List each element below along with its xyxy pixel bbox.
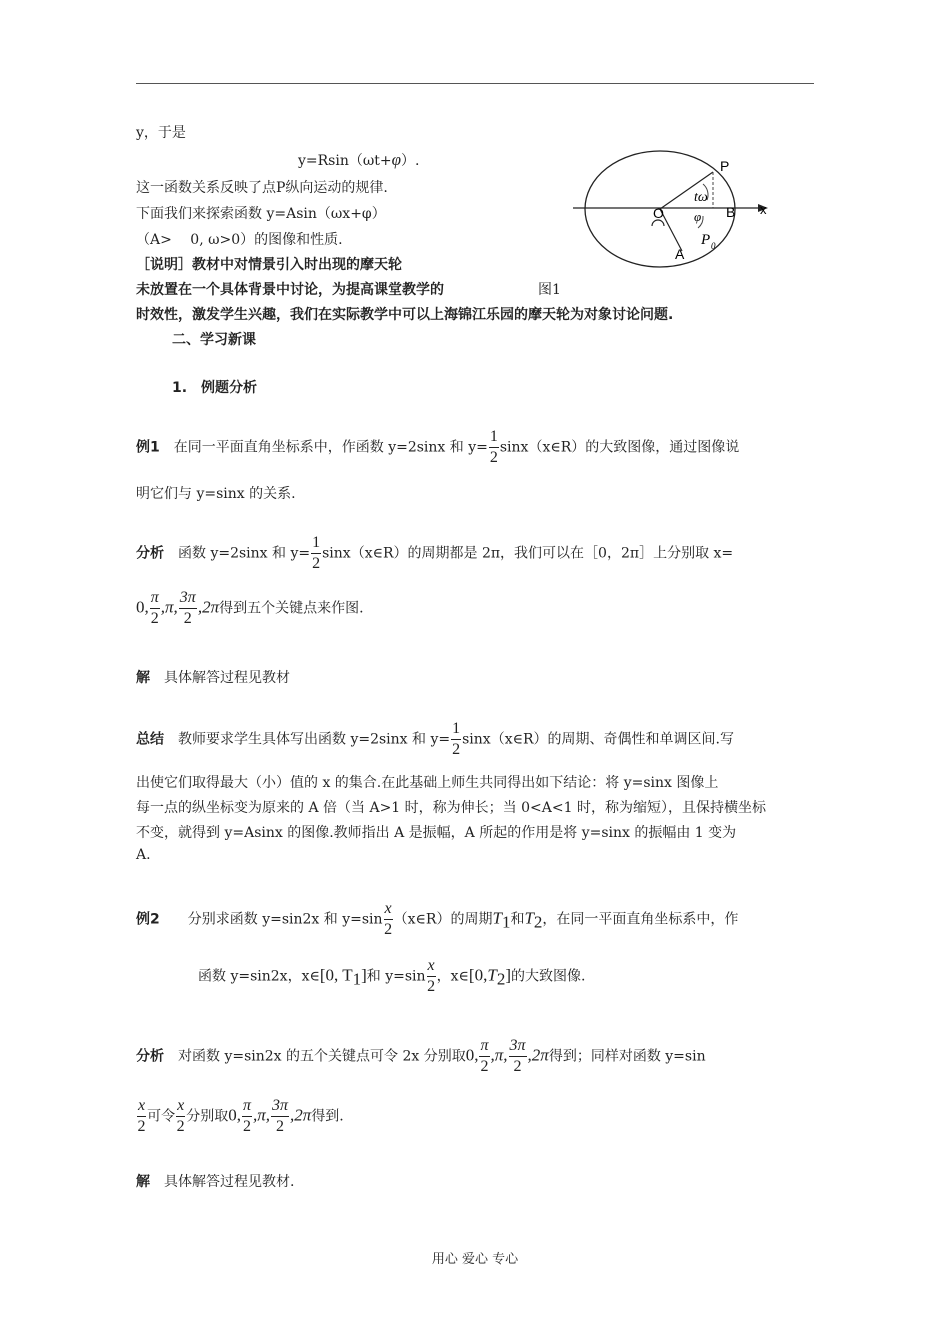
- a2-frac-x2b: [176, 1096, 185, 1137]
- a2b-key-2pi: ,2π: [290, 1105, 312, 1125]
- label-tw: tω: [694, 190, 708, 205]
- note-line2: 未放置在一个具体背景中讨论，为提高课堂教学的: [136, 282, 444, 298]
- a2b-key-zero: 0,: [228, 1105, 241, 1125]
- intro-formula-end: ）.: [401, 153, 420, 169]
- summary-frac-num: 1: [451, 719, 461, 740]
- ferris-wheel-figure: [570, 150, 780, 275]
- analysis1-text-c: 得到五个关键点来作图.: [219, 600, 364, 617]
- ex2-line2: [198, 956, 585, 997]
- intro-line3: 下面我们来探索函数 y=Asin（ωx+φ）: [136, 206, 386, 222]
- ex2-frac-num: x: [384, 899, 393, 920]
- summary-text-b: sinx（x∈R）的周期、奇偶性和单调区间.写: [462, 731, 734, 748]
- ex1-line2: 明它们与 y=sinx 的关系.: [136, 486, 296, 502]
- intro-line4: （A> 0, ω>0）的图像和性质.: [136, 232, 343, 248]
- ex2-t2-sub: 2: [533, 912, 543, 932]
- label-p: P: [720, 158, 730, 174]
- ex2-line2-frac-den: 2: [427, 978, 436, 995]
- a2-3pi2-num: 3π: [509, 1036, 527, 1057]
- a2b-frac-3pi2: [271, 1096, 289, 1137]
- summary-line5: A.: [136, 847, 151, 863]
- a2-frac-3pi2: [509, 1036, 527, 1077]
- intro-formula: [298, 150, 420, 170]
- summary-line3: 每一点的纵坐标变为原来的 A 倍（当 A>1 时，称为伸长；当 0<A<1 时，称为缩短），且保持横坐标: [136, 800, 766, 816]
- header-rule: [136, 83, 814, 84]
- label-a: A: [675, 246, 685, 262]
- analysis1-line2: [136, 588, 364, 629]
- section2-sub1: 1. 例题分析: [172, 380, 258, 396]
- label-o: O: [653, 205, 664, 221]
- ex2-line2-d: 的大致图像.: [510, 968, 586, 985]
- ex2-interval2-sub: 2: [496, 969, 506, 989]
- a2-key-pi: ,π,: [490, 1045, 508, 1065]
- analysis1-line1: [136, 533, 733, 574]
- ex2-line2-frac: [427, 956, 436, 997]
- analysis1-key-pi: ,π,: [160, 597, 178, 617]
- summary-frac: [451, 719, 461, 760]
- sol2-text: 具体解答过程见教材.: [150, 1174, 295, 1190]
- ex2-line2-a: 函数 y=sin2x，x∈: [198, 968, 320, 985]
- intro-line1: y，于是: [136, 125, 186, 141]
- a2b-frac-pi2: [242, 1096, 252, 1137]
- analysis1-frac: [311, 533, 321, 574]
- a2-3pi2-den: 2: [513, 1058, 522, 1075]
- summary-line1: [136, 719, 734, 760]
- label-x: x: [760, 202, 767, 217]
- label-p0: P: [701, 232, 711, 248]
- analysis1-frac-3pi2: [179, 588, 197, 629]
- analysis1-key-2pi: ,2π: [197, 597, 220, 617]
- analysis1-label: 分析: [136, 545, 164, 562]
- note-line3: 时效性，激发学生兴趣，我们在实际教学中可以上海锦江乐园的摩天轮为对象讨论问题.: [136, 307, 674, 323]
- label-p0-sub: 0: [711, 241, 716, 251]
- analysis2-text-a: 对函数 y=sin2x 的五个关键点可令 2x 分别取: [164, 1048, 466, 1065]
- ex2-line1: [136, 899, 738, 940]
- a2-x2-num: x: [137, 1096, 146, 1117]
- sol1-label: 解: [136, 670, 150, 686]
- a2b-key-pi: ,π,: [252, 1105, 271, 1125]
- ex2-t1: T: [492, 908, 502, 928]
- a2-key-zero: 0,: [465, 1045, 479, 1065]
- analysis2-line1: [136, 1036, 706, 1077]
- summary-label: 总结: [136, 731, 164, 748]
- figure-caption: 图1: [538, 282, 561, 298]
- a2-x2b-num: x: [176, 1096, 185, 1117]
- section2-title: 二、学习新课: [172, 332, 256, 348]
- label-phi: φ: [694, 209, 702, 224]
- 3pi2-den: 2: [183, 610, 192, 627]
- analysis2-line2-a: 可令: [147, 1108, 176, 1125]
- a2-frac-pi2: [479, 1036, 489, 1077]
- a2b-pi2-num: π: [242, 1096, 252, 1117]
- ex2-text-b: （x∈R）的周期: [393, 911, 493, 928]
- a2b-3pi2-num: 3π: [271, 1096, 289, 1117]
- summary-text-a: 教师要求学生具体写出函数 y=2sinx 和 y=: [164, 731, 451, 748]
- ex2-label: 例2: [136, 911, 160, 928]
- ex2-interval1-sub: 1: [352, 969, 362, 989]
- intro-formula-text: y=Rsin（ωt+: [298, 153, 392, 169]
- pi2-den: 2: [150, 610, 159, 627]
- intro-line2: 这一函数关系反映了点P纵向运动的规律.: [136, 180, 388, 196]
- ex2-t2: T: [524, 908, 534, 928]
- ex2-text-c: ，在同一平面直角坐标系中，作: [542, 911, 739, 928]
- a2-pi2-num: π: [479, 1036, 489, 1057]
- analysis1-text-a: 函数 y=2sinx 和 y=: [164, 545, 311, 562]
- ex2-interval1-close: ]: [361, 965, 367, 985]
- pi2-num: π: [150, 588, 160, 609]
- analysis2-text-b: 得到；同样对函数 y=sin: [548, 1048, 706, 1065]
- analysis1-frac-den: 2: [312, 555, 321, 572]
- ex2-interval1: [0, T: [319, 965, 353, 985]
- page-footer: 用心 爱心 专心: [431, 1252, 519, 1267]
- sol1-line: [136, 667, 290, 687]
- ex2-interval2-close: ]: [505, 965, 511, 985]
- summary-line2: 出使它们取得最大（小）值的 x 的集合.在此基础上师生共同得出如下结论：将 y=sinx 图像上: [136, 775, 719, 791]
- a2-frac-x2: [137, 1096, 146, 1137]
- a2-key-2pi: ,2π: [527, 1045, 549, 1065]
- ex1-frac-den: 2: [489, 449, 498, 466]
- ex1-frac-num: 1: [489, 427, 499, 448]
- ex2-text-a: 分别求函数 y=sin2x 和 y=sin: [159, 911, 383, 928]
- sol2-label: 解: [136, 1174, 150, 1190]
- analysis1-frac-num: 1: [311, 533, 321, 554]
- analysis1-key-zero: 0,: [136, 597, 149, 617]
- a2-pi2-den: 2: [480, 1058, 489, 1075]
- intro-formula-phi: φ: [391, 150, 402, 169]
- analysis2-line2-b: 分别取: [186, 1108, 229, 1125]
- ex1-text-b: sinx（x∈R）的大致图像，通过图像说: [499, 439, 740, 456]
- a2b-pi2-den: 2: [242, 1118, 251, 1135]
- summary-frac-den: 2: [452, 741, 461, 758]
- analysis1-text-b: sinx（x∈R）的周期都是 2π，我们可以在［0，2π］上分别取 x=: [322, 545, 734, 562]
- ex2-t1-sub: 1: [501, 912, 511, 932]
- a2-x2b-den: 2: [176, 1118, 185, 1135]
- ex1-line1: [136, 427, 739, 468]
- ex1-frac: [489, 427, 499, 468]
- sol1-text: 具体解答过程见教材: [150, 670, 290, 686]
- analysis2-label: 分析: [136, 1048, 164, 1065]
- summary-line4: 不变，就得到 y=Asinx 的图像.教师指出 A 是振幅，A 所起的作用是将 y=sinx 的振幅由 1 变为: [136, 825, 737, 841]
- ex1-text-a: 在同一平面直角坐标系中，作函数 y=2sinx 和 y=: [159, 439, 488, 456]
- analysis2-line2-c: 得到.: [311, 1108, 344, 1125]
- 3pi2-num: 3π: [179, 588, 197, 609]
- ex2-line2-frac-num: x: [427, 956, 436, 977]
- ex2-and: 和: [510, 911, 525, 928]
- ex2-interval2: [0,: [468, 965, 488, 985]
- a2-x2-den: 2: [137, 1118, 146, 1135]
- label-b: B: [726, 204, 736, 220]
- ex2-frac: [384, 899, 393, 940]
- ex2-line2-b: 和 y=sin: [366, 968, 426, 985]
- ex2-line2-c: ，x∈: [436, 968, 469, 985]
- ex2-frac-den: 2: [384, 921, 393, 938]
- note-line1: ［说明］教材中对情景引入时出现的摩天轮: [136, 257, 402, 273]
- analysis1-frac-pi2: [150, 588, 160, 629]
- a2b-3pi2-den: 2: [276, 1118, 285, 1135]
- ex1-label: 例1: [136, 439, 160, 456]
- analysis2-line2: [136, 1096, 344, 1137]
- sol2-line: [136, 1171, 294, 1191]
- ex2-interval2-t: T: [487, 965, 497, 985]
